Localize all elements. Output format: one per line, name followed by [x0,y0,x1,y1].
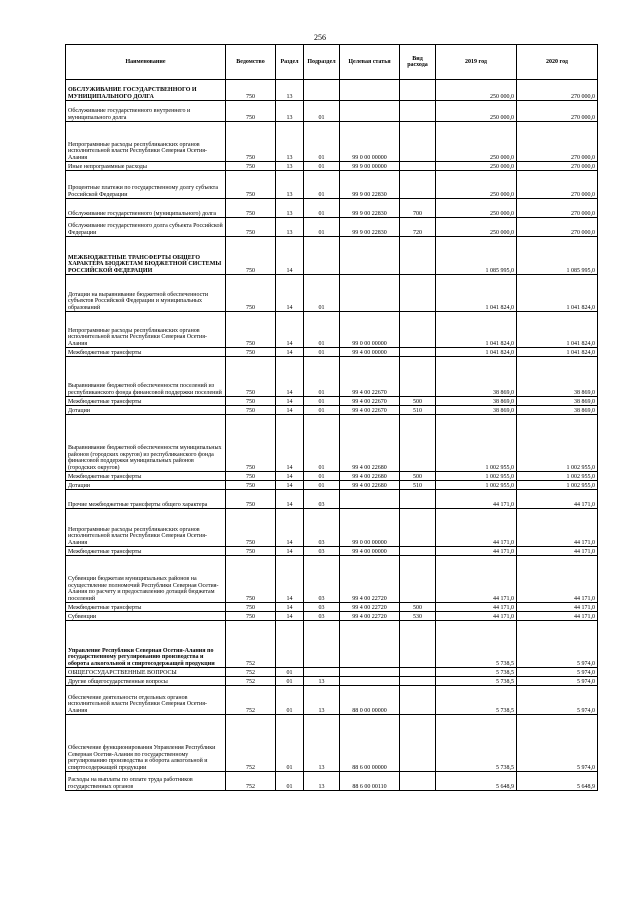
row-department-cell: 750 [226,80,276,101]
row-expense-cell [400,668,436,677]
row-year-2020-cell: 5 974,0 [517,686,598,715]
row-section-cell: 13 [276,218,304,237]
row-name-cell: Межбюджетные трансферты [66,547,226,556]
row-year-2019-cell: 250 000,0 [436,80,517,101]
row-name-cell: Обслуживание государственного долга субъекта Российской Федерации [66,218,226,237]
table-row [66,556,598,603]
row-section-cell: 14 [276,547,304,556]
row-department-cell: 750 [226,237,276,275]
row-department-cell: 752 [226,621,276,668]
row-name-cell: Расходы на выплаты по оплате труда работников государственных органов [66,772,226,791]
row-year-2019-cell: 44 171,0 [436,509,517,547]
table-row [66,772,598,791]
row-year-2020-cell: 38 869,0 [517,406,598,415]
table-row [66,621,598,668]
row-year-2019-cell: 44 171,0 [436,612,517,621]
row-expense-cell [400,348,436,357]
table-row [66,275,598,312]
row-name-cell: Иные непрограммные расходы [66,162,226,171]
row-subsection-cell: 13 [304,772,340,791]
row-name-cell: Межбюджетные трансферты [66,603,226,612]
row-section-cell: 14 [276,603,304,612]
row-target-cell: 99 4 00 22670 [340,397,400,406]
row-department-cell: 750 [226,162,276,171]
header-section: Раздел [276,45,304,80]
row-target-cell: 99 4 00 22720 [340,556,400,603]
row-expense-cell: 510 [400,406,436,415]
row-year-2019-cell: 250 000,0 [436,101,517,122]
row-department-cell: 750 [226,406,276,415]
row-year-2019-cell: 5 738,5 [436,715,517,772]
header-expense: Вид расхода [400,45,436,80]
row-department-cell: 750 [226,547,276,556]
row-year-2019-cell: 5 738,5 [436,677,517,686]
row-department-cell: 750 [226,218,276,237]
table-row [66,481,598,490]
row-year-2020-cell: 5 974,0 [517,621,598,668]
table-row [66,612,598,621]
row-expense-cell [400,122,436,162]
table-row [66,80,598,101]
row-year-2020-cell: 270 000,0 [517,171,598,199]
row-expense-cell [400,677,436,686]
row-expense-cell [400,80,436,101]
row-section-cell: 14 [276,490,304,509]
row-subsection-cell: 03 [304,612,340,621]
row-name-cell: Межбюджетные трансферты [66,397,226,406]
row-section-cell: 13 [276,199,304,218]
row-year-2020-cell: 270 000,0 [517,122,598,162]
table-row [66,122,598,162]
row-target-cell [340,490,400,509]
row-year-2019-cell: 38 869,0 [436,357,517,397]
row-year-2020-cell: 1 085 995,0 [517,237,598,275]
row-department-cell: 752 [226,668,276,677]
row-expense-cell: 720 [400,218,436,237]
row-subsection-cell: 01 [304,101,340,122]
row-department-cell: 750 [226,312,276,348]
row-target-cell: 99 4 00 22680 [340,481,400,490]
row-section-cell: 01 [276,715,304,772]
row-target-cell: 99 9 00 22830 [340,218,400,237]
row-expense-cell [400,275,436,312]
row-year-2020-cell: 5 974,0 [517,715,598,772]
row-subsection-cell: 13 [304,677,340,686]
row-section-cell: 13 [276,101,304,122]
row-target-cell [340,101,400,122]
row-subsection-cell: 01 [304,481,340,490]
table-row [66,357,598,397]
row-department-cell: 750 [226,275,276,312]
row-expense-cell [400,237,436,275]
row-department-cell: 750 [226,397,276,406]
table-body [66,80,598,791]
row-expense-cell [400,509,436,547]
header-department: Ведомство [226,45,276,80]
header-target: Целевая статья [340,45,400,80]
header-year-2020: 2020 год [517,45,598,80]
row-year-2020-cell: 270 000,0 [517,101,598,122]
row-year-2020-cell: 5 974,0 [517,668,598,677]
row-year-2019-cell: 1 041 824,0 [436,348,517,357]
row-subsection-cell: 01 [304,472,340,481]
row-target-cell [340,237,400,275]
table-row [66,668,598,677]
row-name-cell: Обеспечение функционирования Управления Республики Северная Осетия-Алания по государственному регулированию производства и оборота алкогольной и спиртосодержащей продукции [66,715,226,772]
row-target-cell: 99 4 00 00000 [340,348,400,357]
row-section-cell: 13 [276,80,304,101]
row-expense-cell: 500 [400,603,436,612]
row-subsection-cell: 01 [304,312,340,348]
row-expense-cell [400,772,436,791]
row-section-cell: 14 [276,357,304,397]
row-section-cell: 14 [276,275,304,312]
row-year-2019-cell: 250 000,0 [436,199,517,218]
row-name-cell: Процентные платежи по государственному долгу субъекта Российской Федерации [66,171,226,199]
row-target-cell: 99 4 00 22680 [340,415,400,472]
row-department-cell: 750 [226,357,276,397]
row-target-cell: 99 9 00 22830 [340,199,400,218]
row-subsection-cell: 03 [304,547,340,556]
row-target-cell: 99 4 00 22670 [340,406,400,415]
row-subsection-cell: 13 [304,715,340,772]
row-department-cell: 750 [226,171,276,199]
row-name-cell: Непрограммные расходы республиканских органов исполнительной власти Республики Северная Осетия-Алания [66,312,226,348]
row-name-cell: Другие общегосударственные вопросы [66,677,226,686]
row-section-cell: 14 [276,348,304,357]
row-subsection-cell: 01 [304,406,340,415]
row-section-cell: 01 [276,772,304,791]
budget-table [65,44,598,791]
table-row [66,162,598,171]
row-year-2020-cell: 270 000,0 [517,80,598,101]
row-name-cell: Межбюджетные трансферты [66,472,226,481]
row-section-cell: 01 [276,686,304,715]
row-target-cell [340,668,400,677]
row-year-2020-cell: 38 869,0 [517,397,598,406]
table-row [66,397,598,406]
row-year-2019-cell: 44 171,0 [436,556,517,603]
table-row [66,406,598,415]
row-year-2020-cell: 44 171,0 [517,556,598,603]
row-expense-cell: 530 [400,612,436,621]
row-year-2019-cell: 1 041 824,0 [436,275,517,312]
row-expense-cell [400,101,436,122]
row-section-cell: 14 [276,481,304,490]
row-department-cell: 752 [226,772,276,791]
table-row [66,199,598,218]
row-expense-cell: 510 [400,481,436,490]
row-name-cell: Межбюджетные трансферты [66,348,226,357]
row-target-cell: 99 0 00 00000 [340,509,400,547]
row-expense-cell [400,357,436,397]
row-department-cell: 750 [226,603,276,612]
table-header-row [66,45,598,80]
row-section-cell: 14 [276,397,304,406]
row-subsection-cell: 01 [304,218,340,237]
row-target-cell: 99 9 00 00000 [340,162,400,171]
row-year-2020-cell: 44 171,0 [517,612,598,621]
row-subsection-cell: 01 [304,162,340,171]
row-year-2020-cell: 5 648,9 [517,772,598,791]
row-department-cell: 752 [226,686,276,715]
row-expense-cell: 500 [400,472,436,481]
row-year-2020-cell: 1 002 955,0 [517,481,598,490]
row-section-cell: 13 [276,171,304,199]
row-year-2019-cell: 250 000,0 [436,122,517,162]
table-row [66,415,598,472]
row-name-cell: Субвенции [66,612,226,621]
row-section-cell: 14 [276,237,304,275]
row-year-2020-cell: 5 974,0 [517,677,598,686]
page-number: 256 [314,33,326,42]
row-subsection-cell [304,237,340,275]
row-subsection-cell [304,621,340,668]
row-expense-cell [400,715,436,772]
table-row [66,509,598,547]
row-year-2019-cell: 44 171,0 [436,547,517,556]
row-name-cell: Прочие межбюджетные трансферты общего характера [66,490,226,509]
row-section-cell: 14 [276,509,304,547]
row-section-cell: 14 [276,556,304,603]
row-target-cell: 88 0 00 00000 [340,686,400,715]
row-year-2019-cell: 5 738,5 [436,621,517,668]
header-subsection: Подраздел [304,45,340,80]
row-year-2020-cell: 44 171,0 [517,490,598,509]
row-subsection-cell: 01 [304,199,340,218]
row-year-2020-cell: 1 041 824,0 [517,348,598,357]
row-target-cell [340,80,400,101]
row-year-2020-cell: 270 000,0 [517,218,598,237]
table-row [66,715,598,772]
row-year-2020-cell: 1 041 824,0 [517,275,598,312]
row-department-cell: 750 [226,612,276,621]
row-year-2020-cell: 1 002 955,0 [517,472,598,481]
row-subsection-cell: 01 [304,275,340,312]
row-department-cell: 752 [226,715,276,772]
row-subsection-cell [304,668,340,677]
table-row [66,547,598,556]
row-year-2019-cell: 1 002 955,0 [436,415,517,472]
table-row [66,312,598,348]
row-target-cell: 88 6 00 00110 [340,772,400,791]
row-target-cell: 99 4 00 22720 [340,603,400,612]
row-year-2019-cell: 44 171,0 [436,603,517,612]
table-row [66,101,598,122]
row-year-2019-cell: 44 171,0 [436,490,517,509]
row-department-cell: 750 [226,415,276,472]
row-year-2019-cell: 250 000,0 [436,218,517,237]
row-name-cell: Обслуживание государственного внутреннего и муниципального долга [66,101,226,122]
row-expense-cell [400,490,436,509]
row-target-cell [340,621,400,668]
row-target-cell [340,275,400,312]
row-subsection-cell: 03 [304,490,340,509]
row-year-2020-cell: 270 000,0 [517,162,598,171]
row-subsection-cell: 01 [304,357,340,397]
row-name-cell: МЕЖБЮДЖЕТНЫЕ ТРАНСФЕРТЫ ОБЩЕГО ХАРАКТЕРА БЮДЖЕТАМ БЮДЖЕТНОЙ СИСТЕМЫ РОССИЙСКОЙ ФЕДЕРАЦИИ [66,237,226,275]
row-section-cell: 14 [276,472,304,481]
row-year-2019-cell: 1 085 995,0 [436,237,517,275]
row-department-cell: 750 [226,122,276,162]
row-subsection-cell [304,80,340,101]
row-target-cell: 99 4 00 22680 [340,472,400,481]
table-row [66,472,598,481]
row-year-2019-cell: 38 869,0 [436,406,517,415]
row-department-cell: 752 [226,677,276,686]
table-row [66,348,598,357]
row-expense-cell: 500 [400,397,436,406]
row-section-cell: 01 [276,677,304,686]
row-department-cell: 750 [226,481,276,490]
row-section-cell: 14 [276,406,304,415]
row-year-2020-cell: 44 171,0 [517,547,598,556]
row-subsection-cell: 01 [304,122,340,162]
row-section-cell: 13 [276,162,304,171]
row-name-cell: Дотации [66,481,226,490]
table-row [66,603,598,612]
row-name-cell: Дотации на выравнивание бюджетной обеспеченности субъектов Российской Федерации и муниципальных образований [66,275,226,312]
row-name-cell: ОБЩЕГОСУДАРСТВЕННЫЕ ВОПРОСЫ [66,668,226,677]
row-subsection-cell: 01 [304,348,340,357]
row-year-2019-cell: 5 738,5 [436,668,517,677]
row-department-cell: 750 [226,556,276,603]
row-target-cell: 99 0 00 00000 [340,122,400,162]
row-year-2019-cell: 38 869,0 [436,397,517,406]
row-name-cell: Выравнивание бюджетной обеспеченности муниципальных районов (городских округов) из республиканского фонда финансовой поддержки муниципальных районов (городских округов) [66,415,226,472]
row-expense-cell [400,547,436,556]
row-section-cell: 14 [276,312,304,348]
row-expense-cell [400,415,436,472]
row-section-cell: 14 [276,415,304,472]
row-year-2019-cell: 250 000,0 [436,171,517,199]
row-section-cell [276,621,304,668]
row-name-cell: Непрограммные расходы республиканских органов исполнительной власти Республики Северная Осетия-Алания [66,509,226,547]
row-target-cell: 99 4 00 22670 [340,357,400,397]
row-target-cell: 99 0 00 00000 [340,312,400,348]
row-year-2019-cell: 1 002 955,0 [436,472,517,481]
row-target-cell: 88 6 00 00000 [340,715,400,772]
row-expense-cell [400,171,436,199]
row-year-2019-cell: 5 738,5 [436,686,517,715]
row-year-2020-cell: 1 002 955,0 [517,415,598,472]
row-year-2020-cell: 270 000,0 [517,199,598,218]
row-subsection-cell: 01 [304,397,340,406]
row-subsection-cell: 13 [304,686,340,715]
table-row [66,686,598,715]
table-row [66,218,598,237]
row-name-cell: Непрограммные расходы республиканских органов исполнительной власти Республики Северная Осетия-Алания [66,122,226,162]
header-name: Наименование [66,45,226,80]
table-row [66,677,598,686]
row-expense-cell [400,312,436,348]
row-department-cell: 750 [226,490,276,509]
row-department-cell: 750 [226,101,276,122]
row-expense-cell [400,621,436,668]
row-subsection-cell: 03 [304,509,340,547]
row-section-cell: 14 [276,612,304,621]
table-row [66,171,598,199]
row-year-2020-cell: 44 171,0 [517,509,598,547]
row-year-2019-cell: 1 002 955,0 [436,481,517,490]
row-name-cell: Управление Республики Северная Осетия-Алания по государственному регулированию производства и оборота алкогольной и спиртосодержащей продукции [66,621,226,668]
row-subsection-cell: 01 [304,415,340,472]
row-year-2019-cell: 5 648,9 [436,772,517,791]
header-year-2019: 2019 год [436,45,517,80]
row-section-cell: 01 [276,668,304,677]
row-expense-cell [400,162,436,171]
row-name-cell: Субвенции бюджетам муниципальных районов на осуществление полномочий Республики Северная Осетия-Алания по расчету и предоставлению дотаций бюджетам поселений [66,556,226,603]
row-name-cell: Обеспечение деятельности отдельных органов исполнительной власти Республики Северная Осетия-Алания [66,686,226,715]
row-target-cell [340,677,400,686]
row-name-cell: Обслуживание государственного (муниципального) долга [66,199,226,218]
row-subsection-cell: 03 [304,556,340,603]
row-target-cell: 99 4 00 22720 [340,612,400,621]
row-year-2020-cell: 38 869,0 [517,357,598,397]
row-expense-cell [400,556,436,603]
row-subsection-cell: 03 [304,603,340,612]
row-department-cell: 750 [226,348,276,357]
row-department-cell: 750 [226,472,276,481]
row-department-cell: 750 [226,199,276,218]
row-year-2019-cell: 1 041 824,0 [436,312,517,348]
row-name-cell: Выравнивание бюджетной обеспеченности поселений из республиканского фонда финансовой поддержки поселений [66,357,226,397]
row-section-cell: 13 [276,122,304,162]
row-target-cell: 99 9 00 22830 [340,171,400,199]
row-subsection-cell: 01 [304,171,340,199]
row-year-2020-cell: 44 171,0 [517,603,598,612]
row-name-cell: ОБСЛУЖИВАНИЕ ГОСУДАРСТВЕННОГО И МУНИЦИПАЛЬНОГО ДОЛГА [66,80,226,101]
row-expense-cell [400,686,436,715]
row-department-cell: 750 [226,509,276,547]
row-year-2020-cell: 1 041 824,0 [517,312,598,348]
table-row [66,490,598,509]
row-year-2019-cell: 250 000,0 [436,162,517,171]
table-row [66,237,598,275]
row-target-cell: 99 4 00 00000 [340,547,400,556]
row-name-cell: Дотации [66,406,226,415]
row-expense-cell: 700 [400,199,436,218]
